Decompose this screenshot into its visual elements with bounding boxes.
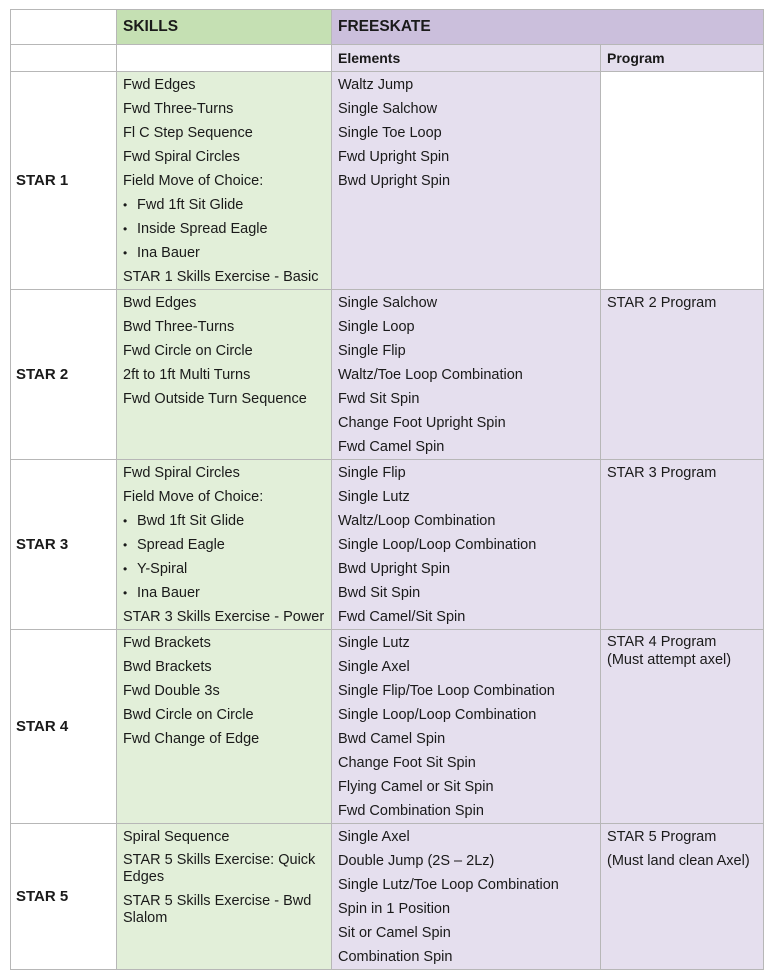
element-item: Single Lutz bbox=[338, 489, 410, 505]
element-item: Bwd Upright Spin bbox=[338, 173, 451, 189]
skill-item: STAR 3 Skills Exercise - Power bbox=[123, 609, 325, 625]
skill-item: Fwd Three-Turns bbox=[123, 101, 234, 117]
skill-item: Fwd Spiral Circles bbox=[123, 465, 240, 481]
skill-item: Fwd Edges bbox=[123, 77, 196, 93]
skill-item: Fwd Outside Turn Sequence bbox=[123, 391, 307, 407]
table-row-star-1 bbox=[11, 72, 764, 290]
element-item: Single Axel bbox=[338, 829, 410, 845]
level-label: STAR 5 bbox=[11, 824, 117, 970]
elements-cell bbox=[332, 72, 601, 290]
element-item: Single Lutz bbox=[338, 635, 410, 651]
skill-item: Fwd Change of Edge bbox=[123, 731, 260, 747]
element-item: Single Salchow bbox=[338, 295, 438, 311]
element-item: Single Toe Loop bbox=[338, 125, 442, 141]
skill-item: Spiral Sequence bbox=[123, 829, 230, 845]
elements-cell bbox=[332, 824, 601, 970]
skill-bullet-item: • Spread Eagle bbox=[123, 533, 325, 557]
skill-item: Field Move of Choice: bbox=[123, 173, 264, 189]
skill-item: Fwd Brackets bbox=[123, 635, 211, 651]
skills-cell bbox=[117, 824, 332, 970]
skill-item: STAR 5 Skills Exercise: Quick Edges bbox=[123, 852, 316, 885]
element-item: Single Flip/Toe Loop Combination bbox=[338, 683, 555, 699]
skill-bullet-item: • Bwd 1ft Sit Glide bbox=[123, 509, 325, 533]
element-item: Waltz/Loop Combination bbox=[338, 513, 496, 529]
skill-bullet-item: • Fwd 1ft Sit Glide bbox=[123, 193, 325, 217]
skills-header: SKILLS bbox=[117, 10, 332, 45]
program-cell-empty bbox=[601, 72, 764, 290]
program-cell bbox=[601, 630, 764, 824]
element-item: Single Salchow bbox=[338, 101, 438, 117]
element-item: Fwd Camel/Sit Spin bbox=[338, 609, 466, 625]
element-item: Change Foot Upright Spin bbox=[338, 415, 506, 431]
element-item: Single Flip bbox=[338, 465, 406, 481]
table-row-star-2 bbox=[11, 290, 764, 460]
element-item: Bwd Upright Spin bbox=[338, 561, 451, 577]
skills-cell bbox=[117, 72, 332, 290]
elements-cell bbox=[332, 290, 601, 460]
program-note: (Must attempt axel) bbox=[607, 652, 732, 668]
element-item: Spin in 1 Position bbox=[338, 901, 451, 917]
program-cell bbox=[601, 290, 764, 460]
skill-item: STAR 5 Skills Exercise - Bwd Slalom bbox=[123, 893, 312, 926]
skill-item: Bwd Brackets bbox=[123, 659, 212, 675]
element-item: Fwd Sit Spin bbox=[338, 391, 420, 407]
skill-item: Fwd Spiral Circles bbox=[123, 149, 240, 165]
program-cell bbox=[601, 460, 764, 630]
skills-cell bbox=[117, 460, 332, 630]
element-item: Waltz Jump bbox=[338, 77, 414, 93]
skill-item: Fl C Step Sequence bbox=[123, 125, 253, 141]
level-label: STAR 1 bbox=[11, 72, 117, 290]
skill-item: Fwd Circle on Circle bbox=[123, 343, 253, 359]
table-row-star-5 bbox=[11, 824, 764, 970]
table-row-star-4 bbox=[11, 630, 764, 824]
skill-item: STAR 1 Skills Exercise - Basic bbox=[123, 269, 319, 285]
freeskate-header: FREESKATE bbox=[332, 10, 764, 45]
element-item: Flying Camel or Sit Spin bbox=[338, 779, 494, 795]
level-label: STAR 3 bbox=[11, 460, 117, 630]
element-item: Single Lutz/Toe Loop Combination bbox=[338, 877, 559, 893]
element-item: Bwd Camel Spin bbox=[338, 731, 446, 747]
element-item: Single Loop/Loop Combination bbox=[338, 707, 537, 723]
skill-item: 2ft to 1ft Multi Turns bbox=[123, 367, 251, 383]
skill-item: Bwd Circle on Circle bbox=[123, 707, 254, 723]
skill-item: Bwd Edges bbox=[123, 295, 197, 311]
element-item: Sit or Camel Spin bbox=[338, 925, 451, 941]
element-item: Fwd Combination Spin bbox=[338, 803, 484, 819]
skill-bullet-item: • Y-Spiral bbox=[123, 557, 325, 581]
program-item: STAR 2 Program bbox=[607, 295, 717, 311]
program-item: STAR 4 Program bbox=[607, 634, 717, 650]
skills-cell bbox=[117, 630, 332, 824]
program-note: (Must land clean Axel) bbox=[607, 853, 750, 869]
element-item: Single Loop/Loop Combination bbox=[338, 537, 537, 553]
corner-cell bbox=[11, 10, 117, 45]
program-cell bbox=[601, 824, 764, 970]
element-item: Change Foot Sit Spin bbox=[338, 755, 476, 771]
element-item: Bwd Sit Spin bbox=[338, 585, 421, 601]
elements-cell bbox=[332, 460, 601, 630]
table-row-star-3 bbox=[11, 460, 764, 630]
program-item: STAR 5 Program bbox=[607, 829, 717, 845]
skill-item: Field Move of Choice: bbox=[123, 489, 264, 505]
skill-bullet-item: • Ina Bauer bbox=[123, 581, 325, 605]
level-label: STAR 2 bbox=[11, 290, 117, 460]
skill-item: Fwd Double 3s bbox=[123, 683, 220, 699]
element-item: Waltz/Toe Loop Combination bbox=[338, 367, 523, 383]
element-item: Single Loop bbox=[338, 319, 415, 335]
elements-subheader: Elements bbox=[332, 45, 601, 72]
element-item: Single Axel bbox=[338, 659, 410, 675]
elements-cell bbox=[332, 630, 601, 824]
element-item: Single Flip bbox=[338, 343, 406, 359]
subheader-row bbox=[11, 45, 764, 72]
element-item: Fwd Upright Spin bbox=[338, 149, 450, 165]
element-item: Fwd Camel Spin bbox=[338, 439, 445, 455]
header-row bbox=[11, 10, 764, 45]
skill-bullet-item: • Ina Bauer bbox=[123, 241, 325, 265]
skills-cell bbox=[117, 290, 332, 460]
star-test-table bbox=[10, 9, 764, 970]
program-subheader: Program bbox=[601, 45, 764, 72]
skill-bullet-item: • Inside Spread Eagle bbox=[123, 217, 325, 241]
element-item: Combination Spin bbox=[338, 949, 453, 965]
level-label: STAR 4 bbox=[11, 630, 117, 824]
element-item: Double Jump (2S – 2Lz) bbox=[338, 853, 495, 869]
skill-item: Bwd Three-Turns bbox=[123, 319, 235, 335]
program-item: STAR 3 Program bbox=[607, 465, 717, 481]
